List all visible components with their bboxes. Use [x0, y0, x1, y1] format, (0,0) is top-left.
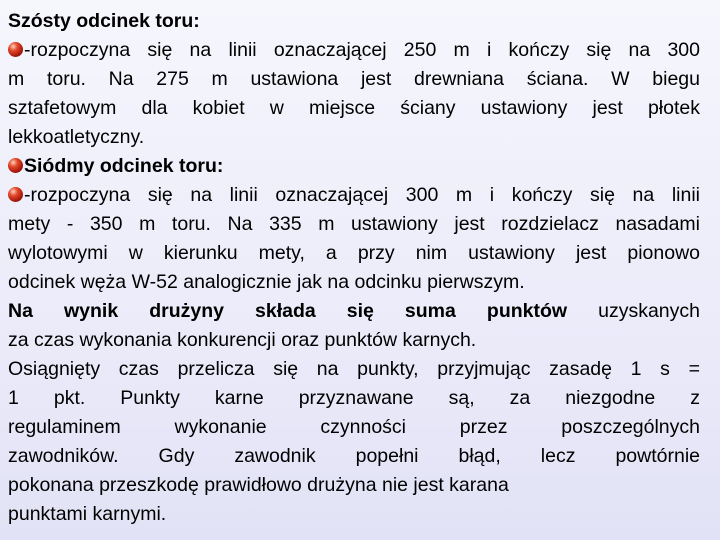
body-text: Osiągnięty czas przelicza się na punkty, przyjmując zasadę 1 s =	[8, 358, 700, 380]
body-text: m toru. Na 275 m ustawiona jest drewniana ściana. W biegu	[8, 68, 700, 90]
text-line	[8, 442, 700, 471]
text-line	[8, 210, 700, 239]
text-line	[8, 355, 700, 384]
text-line	[8, 123, 144, 152]
text-line	[8, 326, 476, 355]
body-text: lekkoatletyczny.	[8, 126, 145, 148]
body-text: -rozpoczyna się na linii oznaczającej 300 m i kończy się na linii	[24, 184, 700, 206]
body-text: zawodników. Gdy zawodnik popełni błąd, lecz powtórnie	[8, 445, 700, 467]
text-line	[8, 94, 700, 123]
body-text: za czas wykonania konkurencji oraz punktów karnych.	[8, 329, 477, 351]
body-text: 1 pkt. Punkty karne przyznawane są, za niezgodne z	[8, 387, 700, 409]
body-text: regulaminem wykonanie czynności przez poszczególnych	[8, 416, 700, 438]
body-text: pokonana przeszkodę prawidłowo drużyna nie jest karana	[8, 474, 509, 496]
red-bullet-icon	[8, 158, 23, 173]
text-line	[8, 500, 166, 529]
text-line	[8, 268, 525, 297]
text-line	[8, 181, 700, 210]
red-bullet-icon	[8, 187, 23, 202]
body-text: uzyskanych	[567, 300, 700, 322]
text-line	[8, 471, 509, 500]
text-line	[8, 413, 700, 442]
body-text: wylotowymi w kierunku mety, a przy nim ustawiony jest pionowo	[8, 242, 700, 264]
text-line	[8, 65, 700, 94]
red-bullet-icon	[8, 42, 23, 57]
body-text: -rozpoczyna się na linii oznaczającej 250 m i kończy się na 300	[24, 39, 700, 61]
body-text: mety - 350 m toru. Na 335 m ustawiony jest rozdzielacz nasadami	[8, 213, 700, 235]
body-text: punktami karnymi.	[8, 503, 167, 525]
body-text: odcinek węża W-52 analogicznie jak na odcinku pierwszym.	[8, 271, 525, 293]
body-text: sztafetowym dla kobiet w miejsce ściany ustawiony jest płotek	[8, 97, 700, 119]
bold-text: Na wynik drużyny składa się suma punktów	[8, 300, 568, 322]
text-line	[8, 36, 700, 65]
text-line	[8, 384, 700, 413]
text-line	[8, 152, 223, 181]
bold-text: Szósty odcinek toru:	[8, 10, 200, 32]
text-line	[8, 297, 700, 326]
text-line	[8, 7, 200, 36]
text-line	[8, 239, 700, 268]
bold-text: Siódmy odcinek toru:	[24, 155, 224, 177]
